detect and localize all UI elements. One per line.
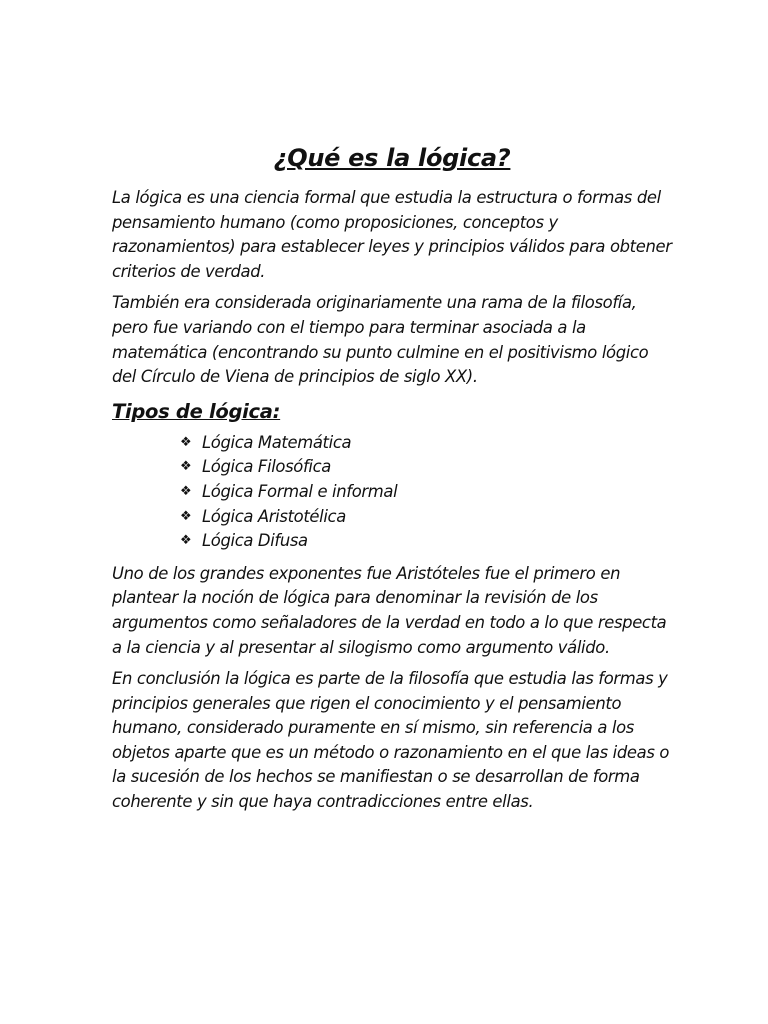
- document-page: [112, 140, 672, 822]
- list-item-label: Lógica Matemática: [202, 432, 352, 452]
- list-item: [180, 431, 672, 456]
- list-item: [180, 505, 672, 530]
- logic-types-list: [180, 431, 672, 554]
- paragraph-definition: La lógica es una ciencia formal que estudia la estructura o formas del pensamiento humano (como proposiciones, conceptos y razonamientos) para establecer leyes y principios válidos para obtener criterios de verdad.: [112, 188, 672, 281]
- list-item-label: Lógica Aristotélica: [202, 506, 346, 526]
- diamond-bullet-icon: ❖: [180, 508, 192, 524]
- list-item: [180, 529, 672, 554]
- paragraph-conclusion: En conclusión la lógica es parte de la filosofía que estudia las formas y principios generales que rigen el conocimiento y el pensamiento humano, considerado puramente en sí mismo, sin referencia a los objetos aparte que es un método o razonamiento en el que las ideas o la sucesión de los hechos se manifiestan o se desarrollan de forma coherente y sin que haya contradicciones entre ellas.: [112, 669, 670, 812]
- page-title: ¿Qué es la lógica?: [273, 144, 511, 172]
- diamond-bullet-icon: ❖: [180, 483, 192, 499]
- diamond-bullet-icon: ❖: [180, 434, 192, 450]
- list-item: [180, 455, 672, 480]
- diamond-bullet-icon: ❖: [180, 459, 192, 475]
- paragraph-aristotle: Uno de los grandes exponentes fue Aristóteles fue el primero en plantear la noción de lógica para denominar la revisión de los argumentos como señaladores de la verdad en todo a lo que respecta a la ciencia y al presentar al silogismo como argumento válido.: [112, 563, 667, 657]
- list-item-label: Lógica Formal e informal: [202, 481, 398, 501]
- list-item: [180, 480, 672, 505]
- section-heading-types: Tipos de lógica:: [112, 399, 281, 423]
- list-item-label: Lógica Difusa: [202, 531, 308, 551]
- paragraph-history: También era considerada originariamente una rama de la filosofía, pero fue variando con el tiempo para terminar asociada a la matemática (encontrando su punto culmine en el positivismo lógico del Círculo de Viena de principios de siglo XX).: [112, 293, 649, 387]
- list-item-label: Lógica Filosófica: [202, 457, 331, 477]
- diamond-bullet-icon: ❖: [180, 533, 192, 549]
